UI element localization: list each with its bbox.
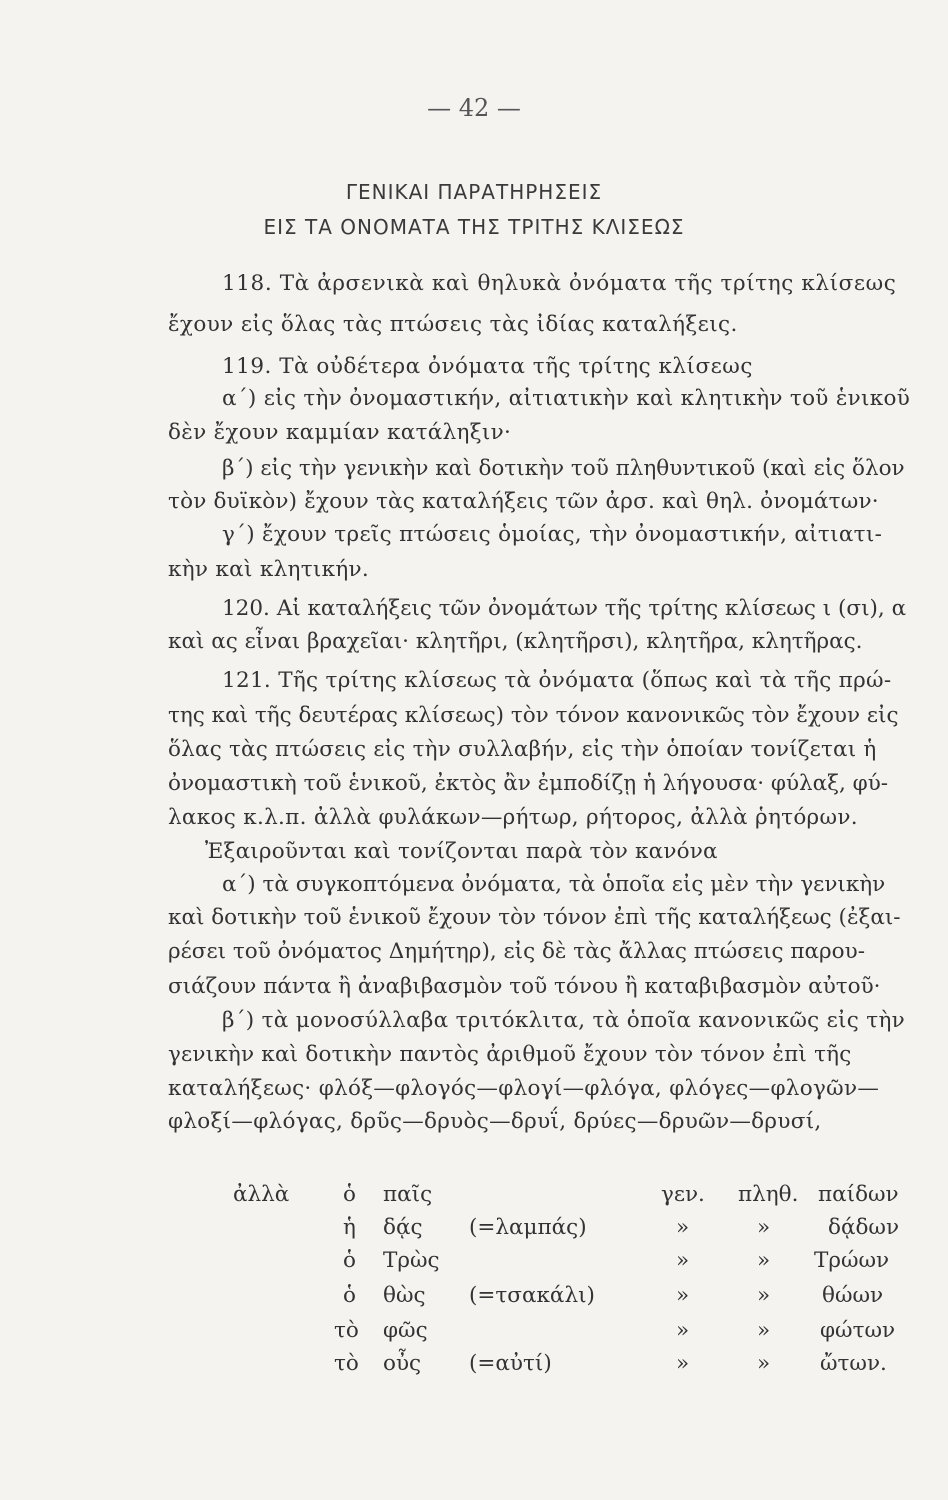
table-cell: φῶς — [383, 1318, 428, 1343]
table-cell: Τρὼς — [383, 1248, 440, 1273]
table-cell: θώων — [822, 1283, 884, 1308]
table-cell: θὼς — [383, 1283, 426, 1308]
text-line: Ἐξαιροῦνται καὶ τονίζονται παρὰ τὸν κανόνα — [205, 839, 718, 864]
table-cell: » — [676, 1283, 690, 1308]
table-cell: παίδων — [818, 1182, 899, 1207]
text-line: λακος κ.λ.π. ἀλλὰ φυλάκων—ρήτωρ, ρήτορος, ἀλλὰ ῥητόρων. — [168, 805, 858, 830]
table-cell: ὁ — [343, 1248, 356, 1273]
table-cell: τὸ — [334, 1318, 359, 1343]
text-line: σιάζουν πάντα ἢ ἀναβιβασμὸν τοῦ τόνου ἢ καταβιβασμὸν αὐτοῦ· — [168, 974, 881, 999]
table-cell: » — [757, 1283, 771, 1308]
table-cell: ὁ — [343, 1182, 356, 1207]
text-line: γενικὴν καὶ δοτικὴν παντὸς ἀριθμοῦ ἔχουν τὸν τόνον ἐπὶ τῆς — [168, 1042, 852, 1067]
table-cell: » — [757, 1215, 771, 1240]
table-cell: » — [757, 1351, 771, 1376]
text-line: 121. Τῆς τρίτης κλίσεως τὰ ὀνόματα (ὅπως καὶ τὰ τῆς πρώ- — [222, 668, 892, 693]
table-cell: (=αὐτί) — [469, 1351, 552, 1376]
table-cell: ἀλλὰ — [233, 1182, 290, 1207]
text-line: 119. Τὰ οὐδέτερα ὀνόματα τῆς τρίτης κλίσεως — [222, 354, 753, 379]
text-line: γ΄) ἔχουν τρεῖς πτώσεις ὁμοίας, τὴν ὀνομαστικήν, αἰτιατι- — [222, 522, 883, 547]
table-cell: (=τσακάλι) — [469, 1283, 595, 1308]
text-line: ὅλας τὰς πτώσεις εἰς τὴν συλλαβήν, εἰς τὴν ὁποίαν τονίζεται ἡ — [168, 737, 877, 762]
text-line: καὶ δοτικὴν τοῦ ἑνικοῦ ἔχουν τὸν τόνον ἐπὶ τῆς καταλήξεως (ἐξαι- — [168, 905, 901, 930]
text-line: α΄) εἰς τὴν ὀνομαστικήν, αἰτιατικὴν καὶ κλητικὴν τοῦ ἑνικοῦ — [222, 386, 911, 411]
table-cell: τὸ — [334, 1351, 359, 1376]
text-line: ρέσει τοῦ ὀνόματος Δημήτηρ), εἰς δὲ τὰς ἄλλας πτώσεις παρου- — [168, 939, 865, 964]
text-line: ἔχουν εἰς ὅλας τὰς πτώσεις τὰς ἰδίας καταλήξεις. — [168, 312, 738, 337]
text-line: καταλήξεως· φλόξ—φλογός—φλογί—φλόγα, φλόγες—φλογῶν— — [168, 1076, 880, 1101]
table-cell: » — [757, 1248, 771, 1273]
table-cell: » — [676, 1351, 690, 1376]
text-line: α΄) τὰ συγκοπτόμενα ὀνόματα, τὰ ὁποῖα εἰς μὲν τὴν γενικὴν — [222, 872, 886, 897]
section-title: ΓΕΝΙΚΑΙ ΠΑΡΑΤΗΡΗΣΕΙΣ — [345, 180, 603, 204]
table-cell: ὤτων. — [820, 1351, 887, 1376]
table-cell: Τρώων — [814, 1248, 890, 1273]
table-cell: γεν. — [661, 1182, 705, 1207]
text-line: δὲν ἔχουν καμμίαν κατάληξιν· — [168, 420, 512, 445]
section-subtitle: ΕΙΣ ΤΑ ΟΝΟΜΑΤΑ ΤΗΣ ΤΡΙΤΗΣ ΚΛΙΣΕΩΣ — [263, 215, 685, 239]
page-number: — 42 — — [427, 94, 521, 122]
table-cell: » — [676, 1248, 690, 1273]
table-cell: δᾴδων — [828, 1215, 900, 1240]
text-line: ὀνομαστικὴ τοῦ ἑνικοῦ, ἐκτὸς ἂν ἐμποδίζῃ ἡ λήγουσα· φύλαξ, φύ- — [168, 771, 889, 796]
text-line: φλοξί—φλόγας, δρῦς—δρυὸς—δρυΐ, δρύες—δρυῶν—δρυσί, — [168, 1109, 822, 1134]
table-cell: » — [676, 1215, 690, 1240]
text-line: 118. Τὰ ἀρσενικὰ καὶ θηλυκὰ ὀνόματα τῆς τρίτης κλίσεως — [222, 271, 897, 296]
table-cell: » — [757, 1318, 771, 1343]
text-line: κὴν καὶ κλητικήν. — [168, 557, 370, 582]
text-line: β΄) εἰς τὴν γενικὴν καὶ δοτικὴν τοῦ πληθυντικοῦ (καὶ εἰς ὅλον — [222, 456, 905, 481]
text-line: τὸν δυϊκὸν) ἔχουν τὰς καταλήξεις τῶν ἀρσ. καὶ θηλ. ὀνομάτων· — [168, 489, 879, 514]
text-line: καὶ ας εἶναι βραχεῖαι· κλητῆρι, (κλητῆρσι), κλητῆρα, κλητῆρας. — [168, 629, 863, 654]
table-cell: δᾴς — [383, 1215, 423, 1240]
table-cell: ὁ — [343, 1283, 356, 1308]
table-cell: ἡ — [343, 1215, 356, 1240]
table-cell: φώτων — [820, 1318, 896, 1343]
table-cell: » — [676, 1318, 690, 1343]
table-cell: (=λαμπάς) — [469, 1215, 587, 1240]
table-cell: πληθ. — [738, 1182, 799, 1207]
text-line: της καὶ τῆς δευτέρας κλίσεως) τὸν τόνον κανονικῶς τὸν ἔχουν εἰς — [168, 703, 899, 728]
table-cell: παῖς — [383, 1182, 433, 1207]
text-line: 120. Αἱ καταλήξεις τῶν ὀνομάτων τῆς τρίτης κλίσεως ι (σι), α — [222, 596, 907, 621]
table-cell: οὖς — [383, 1351, 422, 1376]
text-line: β΄) τὰ μονοσύλλαβα τριτόκλιτα, τὰ ὁποῖα κανονικῶς εἰς τὴν — [222, 1008, 906, 1033]
